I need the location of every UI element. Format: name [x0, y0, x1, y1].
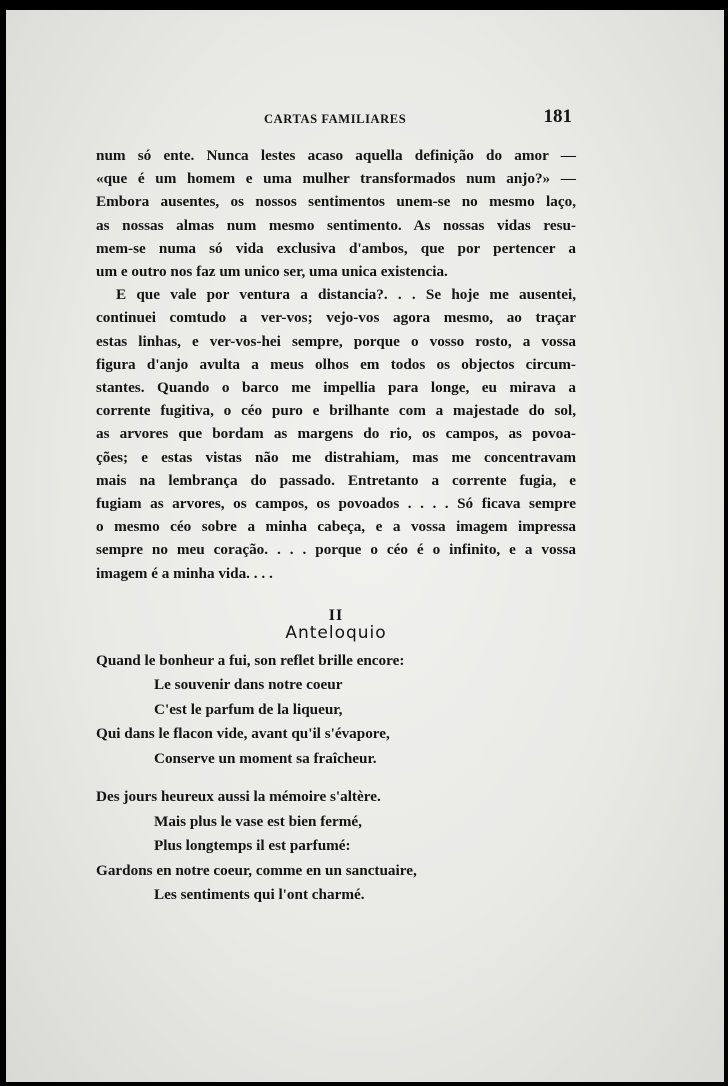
text-line: corrente fugitiva, o céo puro e brilhante com a majestade do sol, — [96, 402, 576, 420]
text-line: sempre no meu coração. . . . porque o céo é o infinito, e a vossa — [96, 541, 576, 559]
text-line: ções; e estas vistas não me distrahiam, mas me concentravam — [96, 448, 576, 466]
text-line: «que é um homem e uma mulher transformados num anjo?» — — [96, 170, 576, 188]
text-line: Embora ausentes, os nossos sentimentos unem-se no mesmo laço, — [96, 193, 576, 211]
running-title: CARTAS FAMILIARES — [264, 112, 407, 126]
verse-line: Les sentiments qui l'ont charmé. — [154, 886, 365, 904]
paragraph-2 — [96, 283, 576, 585]
text-line: imagem é a minha vida. . . . — [96, 564, 273, 582]
text-line: mais na lembrança do passado. Entretanto a corrente fugia, e — [96, 471, 576, 489]
verse-line: Qui dans le flacon vide, avant qu'il s'évapore, — [96, 725, 390, 743]
text-line: mem-se numa só vida exclusiva d'ambos, que por pertencer a — [96, 239, 576, 257]
text-line: as arvores que bordam as margens do rio, os campos, as povoa- — [96, 425, 576, 443]
text-line: figura d'anjo avulta a meus olhos em todos os objectos circum- — [96, 355, 576, 373]
text-line: stantes. Quando o barco me impellia para longe, eu mirava a — [96, 379, 576, 397]
running-head — [96, 106, 576, 132]
section-title: Anteloquio — [285, 622, 387, 643]
verse-line: Mais plus le vase est bien fermé, — [154, 812, 362, 830]
text-line: continuei comtudo a ver-vos; vejo-vos agora mesmo, ao traçar — [96, 309, 576, 327]
text-line: num só ente. Nunca lestes acaso aquella definição do amor — — [96, 147, 576, 164]
text-line: as nossas almas num mesmo sentimento. As nossas vidas resu- — [96, 216, 576, 234]
scanned-book-page — [6, 10, 724, 1082]
section-number: II — [328, 606, 344, 624]
page-text-block — [96, 106, 576, 922]
verse-line: C'est le parfum de la liqueur, — [154, 700, 343, 718]
text-line: E que vale por ventura a distancia?. . . Se hoje me ausentei, — [116, 286, 576, 304]
text-line: o mesmo céo sobre a minha cabeça, e a vossa imagem impressa — [96, 518, 576, 536]
poem-stanza-2 — [96, 785, 576, 908]
text-line: fugiam as arvores, os campos, os povoados . . . . Só ficava sempre — [96, 495, 576, 513]
text-line: estas linhas, e ver-vos-hei sempre, porque o vosso rosto, a vossa — [96, 332, 576, 350]
verse-line: Le souvenir dans notre coeur — [154, 676, 343, 694]
text-line: um e outro nos faz um unico ser, uma unica existencia. — [96, 263, 448, 281]
verse-line: Gardons en notre coeur, comme en un sanctuaire, — [96, 861, 417, 879]
page-number: 181 — [543, 106, 572, 127]
verse-line: Plus longtemps il est parfumé: — [154, 837, 351, 855]
poem-stanza-1 — [96, 649, 576, 772]
verse-line: Des jours heureux aussi la mémoire s'altère. — [96, 788, 381, 806]
paragraph-1 — [96, 144, 576, 283]
verse-line: Conserve un moment sa fraîcheur. — [154, 749, 377, 767]
verse-line: Quand le bonheur a fui, son reflet brille encore: — [96, 651, 405, 669]
